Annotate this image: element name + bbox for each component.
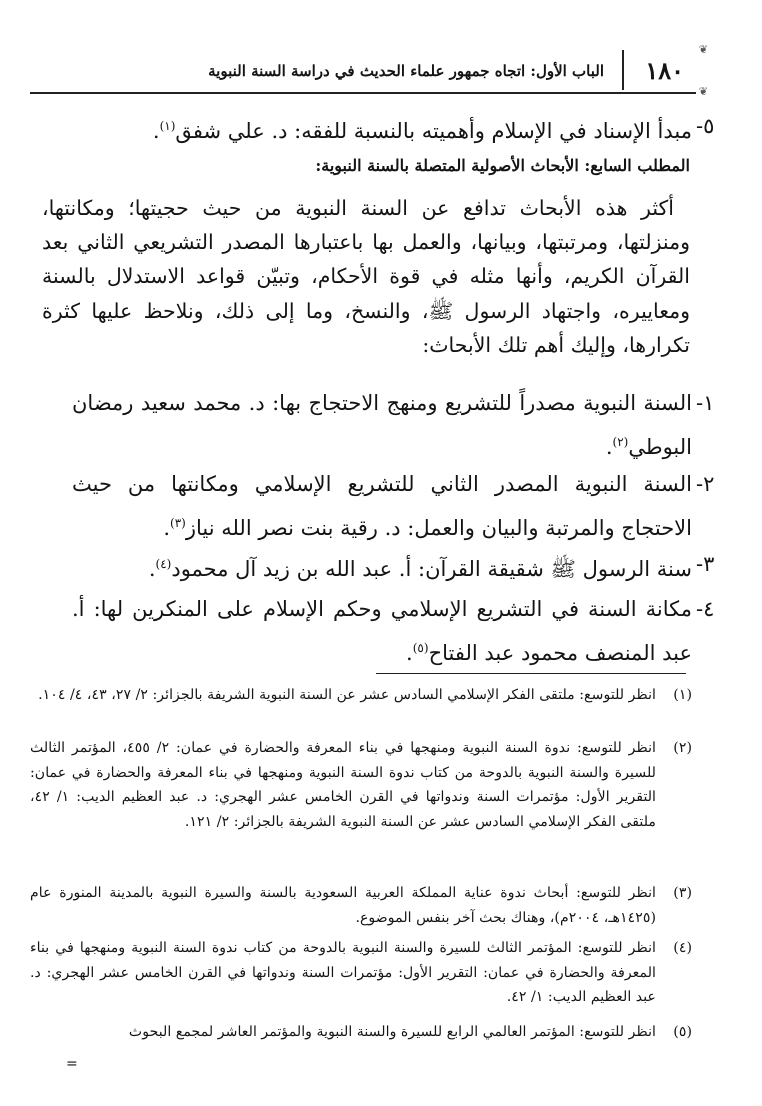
- footnote-ref[interactable]: (١): [159, 119, 176, 133]
- footnote: [30, 936, 690, 1010]
- footnote-ref[interactable]: (٣): [170, 516, 186, 530]
- footnote: [30, 736, 690, 834]
- footnote: [30, 881, 690, 930]
- list-item-5: ٥- مبدأ الإسناد في الإسلام وأهميته بالنسبة للفقه: د. علي شفق$^{(١)}$.: [72, 107, 692, 151]
- footnote-number: (١): [673, 687, 692, 703]
- section-heading: المطلب السابع: الأبحاث الأصولية المتصلة بالسنة النبوية:: [315, 156, 690, 175]
- list-item: ٤- مكانة السنة في التشريع الإسلامي وحكم الإسلام على المنكرين لها: أ. عبد المنصف محمود عبد الفتاح$^{(٥)}$.: [72, 590, 692, 673]
- header-rule: [30, 92, 696, 94]
- list-item-text: السنة النبوية مصدراً للتشريع ومنهج الاحتجاج بها: د. محمد سعيد رمضان البوطي: [72, 391, 692, 459]
- running-header-title: الباب الأول: اتجاه جمهور علماء الحديث في دراسة السنة النبوية: [208, 62, 604, 80]
- page-header: [30, 43, 708, 98]
- list-item-text: مكانة السنة في التشريع الإسلامي وحكم الإسلام على المنكرين لها: أ. عبد المنصف محمود عبد الفتاح: [72, 597, 692, 665]
- list-item-text: مبدأ الإسناد في الإسلام وأهميته بالنسبة للفقه: د. علي شفق: [175, 119, 692, 143]
- list-item-number: ٥-: [696, 114, 715, 138]
- list-item: ١- السنة النبوية مصدراً للتشريع ومنهج الاحتجاج بها: د. محمد سعيد رمضان البوطي$^{(٢)}$.: [72, 384, 692, 467]
- corner-ornament-icon: ❦: [698, 43, 708, 56]
- list-item-number: ٣-: [696, 552, 715, 576]
- footnote-text: انظر للتوسع: أبحاث ندوة عناية المملكة العربية السعودية بالسنة والسيرة النبوية بالمدينة المنورة عام (١٤٢٥هـ، ٢٠٠٤م)، وهناك بحث آخر بنفس الموضوع.: [30, 885, 656, 926]
- footnote-ref[interactable]: (٥): [412, 641, 429, 655]
- footnote-number: (٤): [673, 940, 692, 956]
- footnote-number: (٢): [673, 740, 692, 756]
- continuation-mark: =: [66, 1056, 78, 1072]
- list-item-text: السنة النبوية المصدر الثاني للتشريع الإسلامي ومكانتها من حيث الاحتجاج والمرتبة والبيان والعمل: د. رقية بنت نصر الله نياز: [72, 472, 692, 540]
- list-item: ٢- السنة النبوية المصدر الثاني للتشريع الإسلامي ومكانتها من حيث الاحتجاج والمرتبة والبيان والعمل: د. رقية بنت نصر الله نياز$^{(٣)}$.: [72, 465, 692, 548]
- list-item-text: سنة الرسول ﷺ شقيقة القرآن: أ. عبد الله بن زيد آل محمود: [171, 557, 692, 581]
- page-number-box: [622, 50, 696, 90]
- list-item-number: ٢-: [696, 472, 715, 496]
- footnote-text: انظر للتوسع: ندوة السنة النبوية ومنهجها في بناء المعرفة والحضارة في عمان: ٢/ ٤٥٥، المؤتمر الثالث للسيرة والسنة النبوية بالدوحة من كتاب ندوة السنة النبوية ومنهجها في بناء المعرفة والحضارة في عمان: التقرير الأول: مؤتمرات السنة وندواتها في القرن الخامس عشر الهجري: د. عبد العظيم الديب: ١/ ٤٢، ملتقى الفكر الإسلامي السادس عشر عن السنة النبوية الشريفة بالجزائر: ٢/ ١٢١.: [30, 740, 656, 830]
- footnote-number: (٥): [673, 1024, 692, 1040]
- footnote: [30, 683, 690, 708]
- page-number: ١٨٠: [645, 56, 684, 85]
- list-item-number: ١-: [696, 391, 715, 415]
- footnote-text: انظر للتوسع: المؤتمر الثالث للسيرة والسنة النبوية بالدوحة من كتاب ندوة السنة النبوية ومنهجها في بناء المعرفة والحضارة في عمان: التقرير الأول: مؤتمرات السنة وندواتها في القرن الخامس عشر الهجري: د. عبد العظيم الديب: ١/ ٤٢.: [30, 940, 656, 1005]
- footnote-text: انظر للتوسع: ملتقى الفكر الإسلامي السادس عشر عن السنة النبوية الشريفة بالجزائر: ٢/ ٢٧، ٤٣، ٤/ ١٠٤.: [38, 687, 656, 703]
- footnote-ref[interactable]: (٤): [155, 557, 172, 571]
- intro-paragraph: أكثر هذه الأبحاث تدافع عن السنة النبوية من حيث حجيتها؛ ومكانتها، ومنزلتها، ومرتبتها، وبيانها، والعمل بها باعتبارها المصدر التشريعي الثاني بعد القرآن الكريم، وأنها مثله في قوة الأحكام، وتبيّن قواعد الاستدلال بالسنة ومعاييره، واجتهاد الرسول ﷺ، والنسخ، وما إلى ذلك، ونلاحظ عليها كثرة تكرارها، وإليك أهم تلك الأبحاث:: [42, 196, 690, 357]
- footnote-ref[interactable]: (٢): [612, 435, 629, 449]
- footnote-separator: [376, 673, 686, 674]
- footnote: [30, 1020, 690, 1045]
- footnote-text: انظر للتوسع: المؤتمر العالمي الرابع للسيرة والسنة النبوية والمؤتمر العاشر لمجمع البحوث: [128, 1024, 656, 1040]
- list-item-number: ٤-: [696, 597, 715, 621]
- footnote-number: (٣): [673, 885, 692, 901]
- corner-ornament-icon: ❦: [698, 85, 708, 98]
- list-item: ٣- سنة الرسول ﷺ شقيقة القرآن: أ. عبد الله بن زيد آل محمود$^{(٤)}$.: [72, 545, 692, 589]
